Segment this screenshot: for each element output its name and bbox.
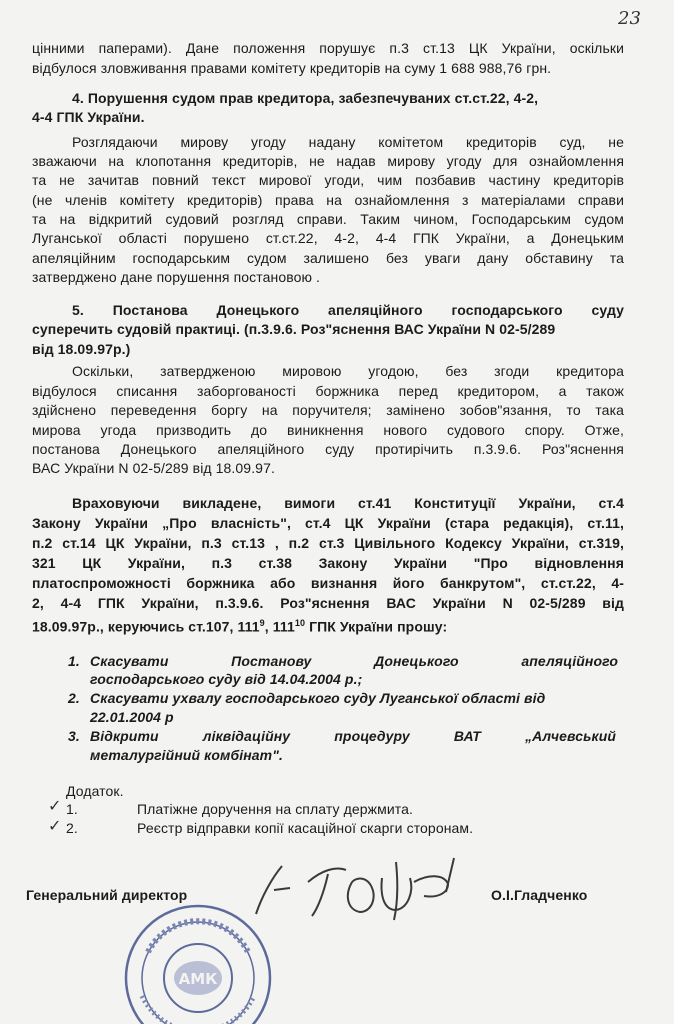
section-4-heading: 4. Порушення судом прав кредитора, забезпечуваних ст.ст.22, 4-2, <box>72 90 539 106</box>
request-number: 2. <box>68 690 80 706</box>
conclusion-line: п.2 ст.14 ЦК України, п.3 ст.13 , п.2 ст.3 Цивільного Кодексу України, ст.319, <box>32 535 624 551</box>
request-line: господарського суду від 14.04.2004 р.; <box>90 671 363 687</box>
section-5-heading: від 18.09.97р.) <box>32 341 131 357</box>
text-line: цінними паперами). Дане положення порушує п.3 ст.13 ЦК України, оскільки <box>32 40 624 56</box>
request-line: Скасувати ухвалу господарського суду Луганської області від <box>90 690 546 706</box>
signatory-name: О.І.Гладченко <box>491 887 588 903</box>
conclusion-line: Закону України „Про власність", ст.4 ЦК України (стара редакція), ст.11, <box>32 515 624 531</box>
text-line: ВАС України N 02-5/289 від 18.09.97. <box>32 460 275 476</box>
attachment-item: Платіжне доручення на сплату держмита. <box>137 801 413 817</box>
conclusion-line: 321 ЦК України, п.3 ст.38 Закону України "Про відновлення <box>32 555 624 571</box>
conclusion-line-last: 18.09.97р., керуючись ст.107, $111^9$, $111^{10}$ ГПК України прошу: <box>32 618 448 635</box>
text-line: здійснено переведення боргу на поручителя; замінено зобов"язання, то така <box>32 402 624 418</box>
text-line: Луганської області порушено ст.ст.22, 4-2, 4-4 ГПК України, а Донецьким <box>32 230 624 246</box>
text-line: постанова Донецького апеляційного суду протирічить п.3.9.6. Роз"яснення <box>32 441 624 457</box>
section-5-heading: суперечить судовій практиці. (п.3.9.6. Роз"яснення ВАС України N 02-5/289 <box>32 321 556 337</box>
request-number: 3. <box>68 728 80 744</box>
conclusion-line: платоспроможності боржника або визнання його банкрутом", ст.ст.22, 4- <box>32 575 624 591</box>
text-line: та не зачитав повний текст мирової угоди, чим позбавив частину кредиторів <box>32 172 624 188</box>
text-line: Розглядаючи мирову угоду надану комітетом кредиторів суд, не <box>72 134 624 150</box>
attachment-number: 2. <box>66 820 78 836</box>
text-line: апеляційним господарським судом залишено без уваги дану обставину та <box>32 250 624 266</box>
request-line: 22.01.2004 р <box>90 709 174 725</box>
stamp-emblem-text: АМК <box>178 970 218 988</box>
text-line: затверджено дане порушення постановою . <box>32 269 321 285</box>
signatory-position: Генеральний директор <box>26 887 188 903</box>
check-mark-icon: ✓ <box>48 816 62 835</box>
page-number: 23 <box>618 8 641 29</box>
text-line: мирова угода призводить до виникнення нового судового спору. Отже, <box>32 422 624 438</box>
text-line: (не членів комітету кредиторів) права на ознайомлення з матеріалами справи <box>32 192 624 208</box>
request-number: 1. <box>68 653 80 669</box>
request-line: металургійний комбінат". <box>90 747 283 763</box>
request-line: Відкрити ліквідаційну процедуру ВАТ „Алчевський <box>90 728 616 744</box>
attachments-title: Додаток. <box>66 783 124 799</box>
text-line: відбулося списання заборгованості боржника перед кредитором, а також <box>32 383 624 399</box>
check-mark-icon: ✓ <box>48 796 62 815</box>
attachment-item: Реєстр відправки копії касаційної скарги сторонам. <box>137 820 474 836</box>
text-line: зважаючи на клопотання кредиторів, не надав мирову угоду для ознайомлення <box>32 153 624 169</box>
request-line: Скасувати Постанову Донецького апеляційного <box>90 653 618 669</box>
conclusion-line: 2, 4-4 ГПК України, п.3.9.6. Роз"яснення ВАС України N 02-5/289 від <box>32 595 624 611</box>
company-stamp <box>118 900 278 1024</box>
attachment-number: 1. <box>66 801 78 817</box>
section-4-heading: 4-4 ГПК України. <box>32 109 145 125</box>
text-line: та на відкритий судовий розгляд справи. Таким чином, Господарським судом <box>32 211 624 227</box>
section-5-heading: 5. Постанова Донецького апеляційного господарського суду <box>72 302 624 318</box>
text-line: відбулося зловживання правами комітету кредиторів на суму 1 688 988,76 грн. <box>32 60 552 76</box>
conclusion-line: Враховуючи викладене, вимоги ст.41 Конституції України, ст.4 <box>72 495 624 511</box>
text-line: Оскільки, затвердженою мировою угодою, без згоди кредитора <box>72 363 624 379</box>
